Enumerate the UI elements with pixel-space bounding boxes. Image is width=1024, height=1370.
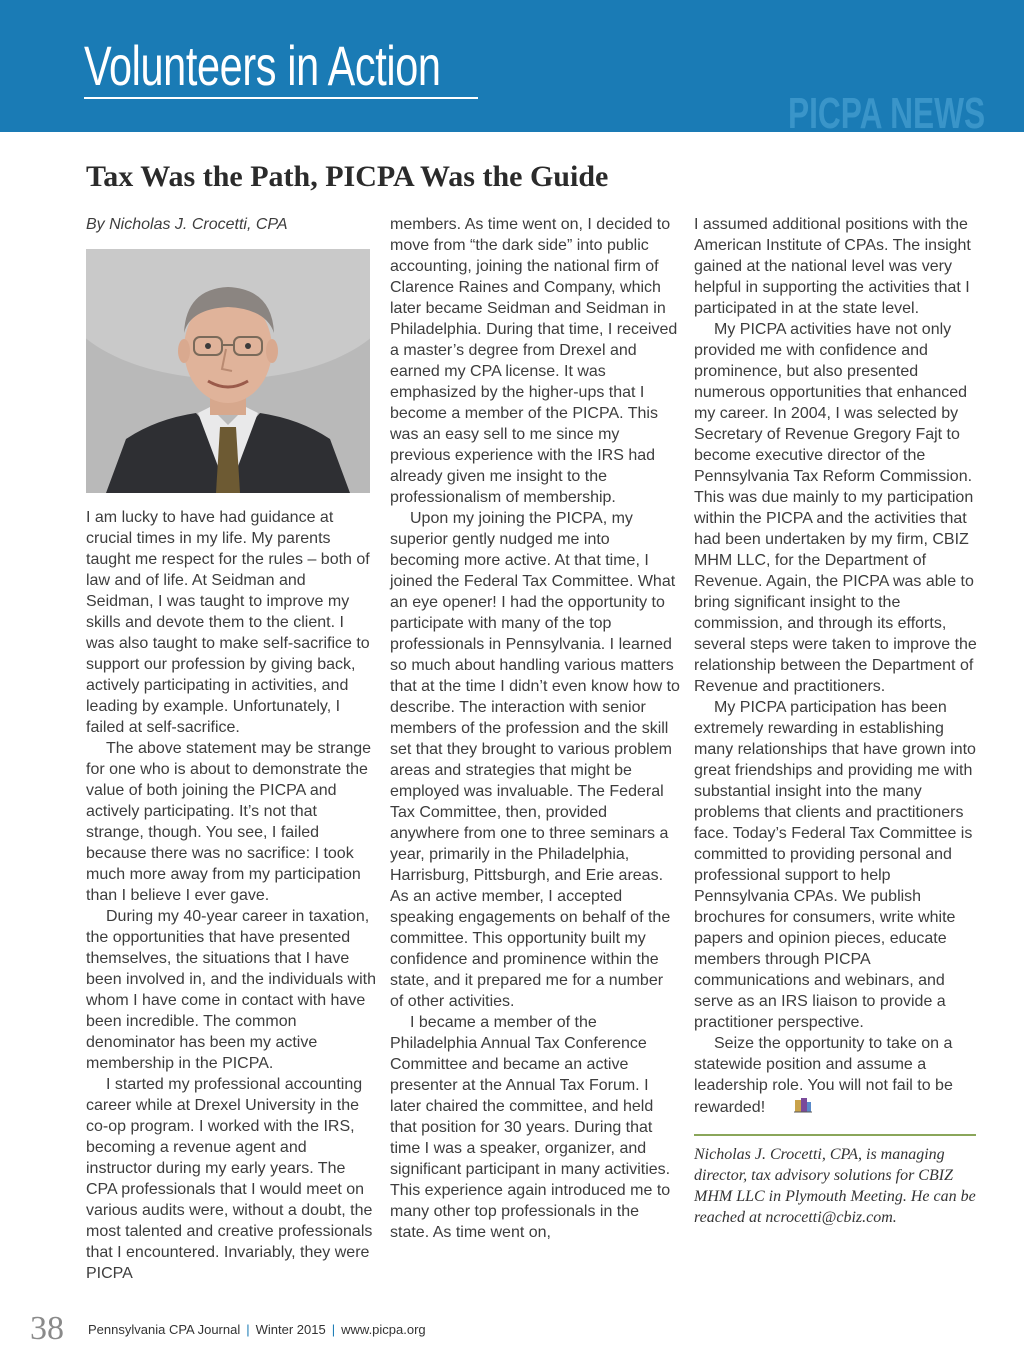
paragraph: I assumed additional positions with the American Institute of CPAs. The insight gained at the national level was very helpful in supporting the activities that I participated in at the state level.: [694, 216, 971, 317]
section-title-underline: [84, 97, 478, 99]
article-column-2: [390, 214, 680, 1243]
byline: By Nicholas J. Crocetti, CPA: [86, 216, 288, 233]
paragraph: I started my professional accounting career while at Drexel University in the co-op program. I worked with the IRS, becoming a revenue agent and instructor during my early years. The CPA professionals that I would meet on various audits were, without a doubt, the most talented and creative professionals that I encountered. Invariably, they were PICPA: [86, 1076, 373, 1282]
paragraph: The above statement may be strange for one who is about to demonstrate the value of both joining the PICPA and actively participating. It’s not that strange, though. You see, I failed because there was no sacrifice: I took much more away from my participation than I believe I ever gave.: [86, 740, 372, 904]
paragraph: Upon my joining the PICPA, my superior gently nudged me into becoming more active. At that time, I joined the Federal Tax Committee. What an eye opener! I had the opportunity to participate with many of the top professionals in Pennsylvania. I learned so much about handling various matters that at the time I didn’t even know how to describe. The interaction with senior members of the profession and the skill set that they brought to various problem areas and strategies that might be employed was invaluable. The Federal Tax Committee, then, provided anywhere from one to three seminars a year, primarily in the Philadelphia, Harrisburg, Pittsburgh, and Erie areas. As an active member, I accepted speaking engagements on behalf of the committee. This opportunity built my confidence and prominence within the state, and it prepared me for a number of other activities.: [390, 510, 680, 1010]
book-end-mark-icon: [773, 1096, 813, 1120]
footer-separator: |: [246, 1322, 250, 1337]
page-number: 38: [30, 1310, 64, 1347]
header-banner: [0, 0, 1024, 138]
closing-text: Seize the opportunity to take on a statewide position and assume a leadership role. You will not fail to be rewarded!: [694, 1035, 953, 1116]
section-title: Volunteers in Action: [84, 34, 441, 97]
article-column-3: [694, 214, 984, 1228]
issue-date: Winter 2015: [255, 1322, 326, 1337]
article-headline: Tax Was the Path, PICPA Was the Guide: [86, 160, 609, 193]
section-watermark: PICPA NEWS: [788, 89, 986, 138]
paragraph: members. As time went on, I decided to move from “the dark side” into public accounting, joining the national firm of Clarence Raines and Company, which later became Seidman and Seidman in Philadelphia. During that time, I received a master’s degree from Drexel and earned my CPA license. It was emphasized by the higher-ups that I become a member of the PICPA. This was an easy sell to me since my previous experience with the IRS had already given me insight to the professionalism of membership.: [390, 216, 678, 506]
paragraph: My PICPA participation has been extremely rewarding in establishing many relationships that have grown into great friendships and providing me with substantial insight into the many problems that clients and practitioners face. Today’s Federal Tax Committee is committed to providing personal and professional support to help Pennsylvania CPAs. We publish brochures for consumers, write white papers and opinion pieces, educate members through PICPA communications and webinars, and serve as an IRS liaison to provide a practitioner perspective.: [694, 699, 976, 1031]
page-footer: [30, 1312, 630, 1352]
paragraph: I became a member of the Philadelphia Annual Tax Conference Committee and became an active presenter at the Annual Tax Forum. I later chaired the committee, and held that position for 30 years. During that time I was a speaker, organizer, and significant participant in many activities. This experience again introduced me to many other top professionals in the state. As time went on,: [390, 1014, 671, 1241]
paragraph: My PICPA activities have not only provided me with confidence and prominence, but also presented numerous opportunities that enhanced my career. In 2004, I was selected by Secretary of Revenue Gregory Fajt to become executive director of the Pennsylvania Tax Reform Commission. This was due mainly to my participation within the PICPA and the activities that had been undertaken by my firm, CBIZ MHM LLC, for the Department of Revenue. Again, the PICPA was able to bring significant insight to the commission, and through its efforts, several steps were taken to improve the relationship between the Department of Revenue and practitioners.: [694, 321, 977, 695]
bio-divider: [694, 1134, 976, 1136]
paragraph: I am lucky to have had guidance at crucial times in my life. My parents taught me respect for the rules – both of law and of life. At Seidman and Seidman, I was taught to improve my skills and devote them to the client. I was also taught to make self-sacrifice to support our profession by giving back, actively participating in activities, and leading by example. Unfortunately, I failed at self-sacrifice.: [86, 509, 370, 736]
author-bio: Nicholas J. Crocetti, CPA, is managing director, tax advisory solutions for CBIZ MHM LLC in Plymouth Meeting. He can be reached at ncrocetti@cbiz.com.: [694, 1146, 976, 1226]
author-photo: [86, 249, 370, 493]
paragraph: During my 40-year career in taxation, the opportunities that have presented themselves, the situations that I have been involved in, and the individuals with whom I have come in contact with have been incredible. The common denominator has been my active membership in the PICPA.: [86, 908, 376, 1072]
website-link[interactable]: www.picpa.org: [341, 1322, 426, 1337]
article-column-1: [86, 214, 376, 1284]
footer-separator: |: [331, 1322, 336, 1337]
journal-name: Pennsylvania CPA Journal: [88, 1322, 241, 1337]
portrait-illustration: [86, 249, 370, 493]
closing-paragraph: [694, 1033, 984, 1120]
footer-credits: [88, 1322, 426, 1337]
